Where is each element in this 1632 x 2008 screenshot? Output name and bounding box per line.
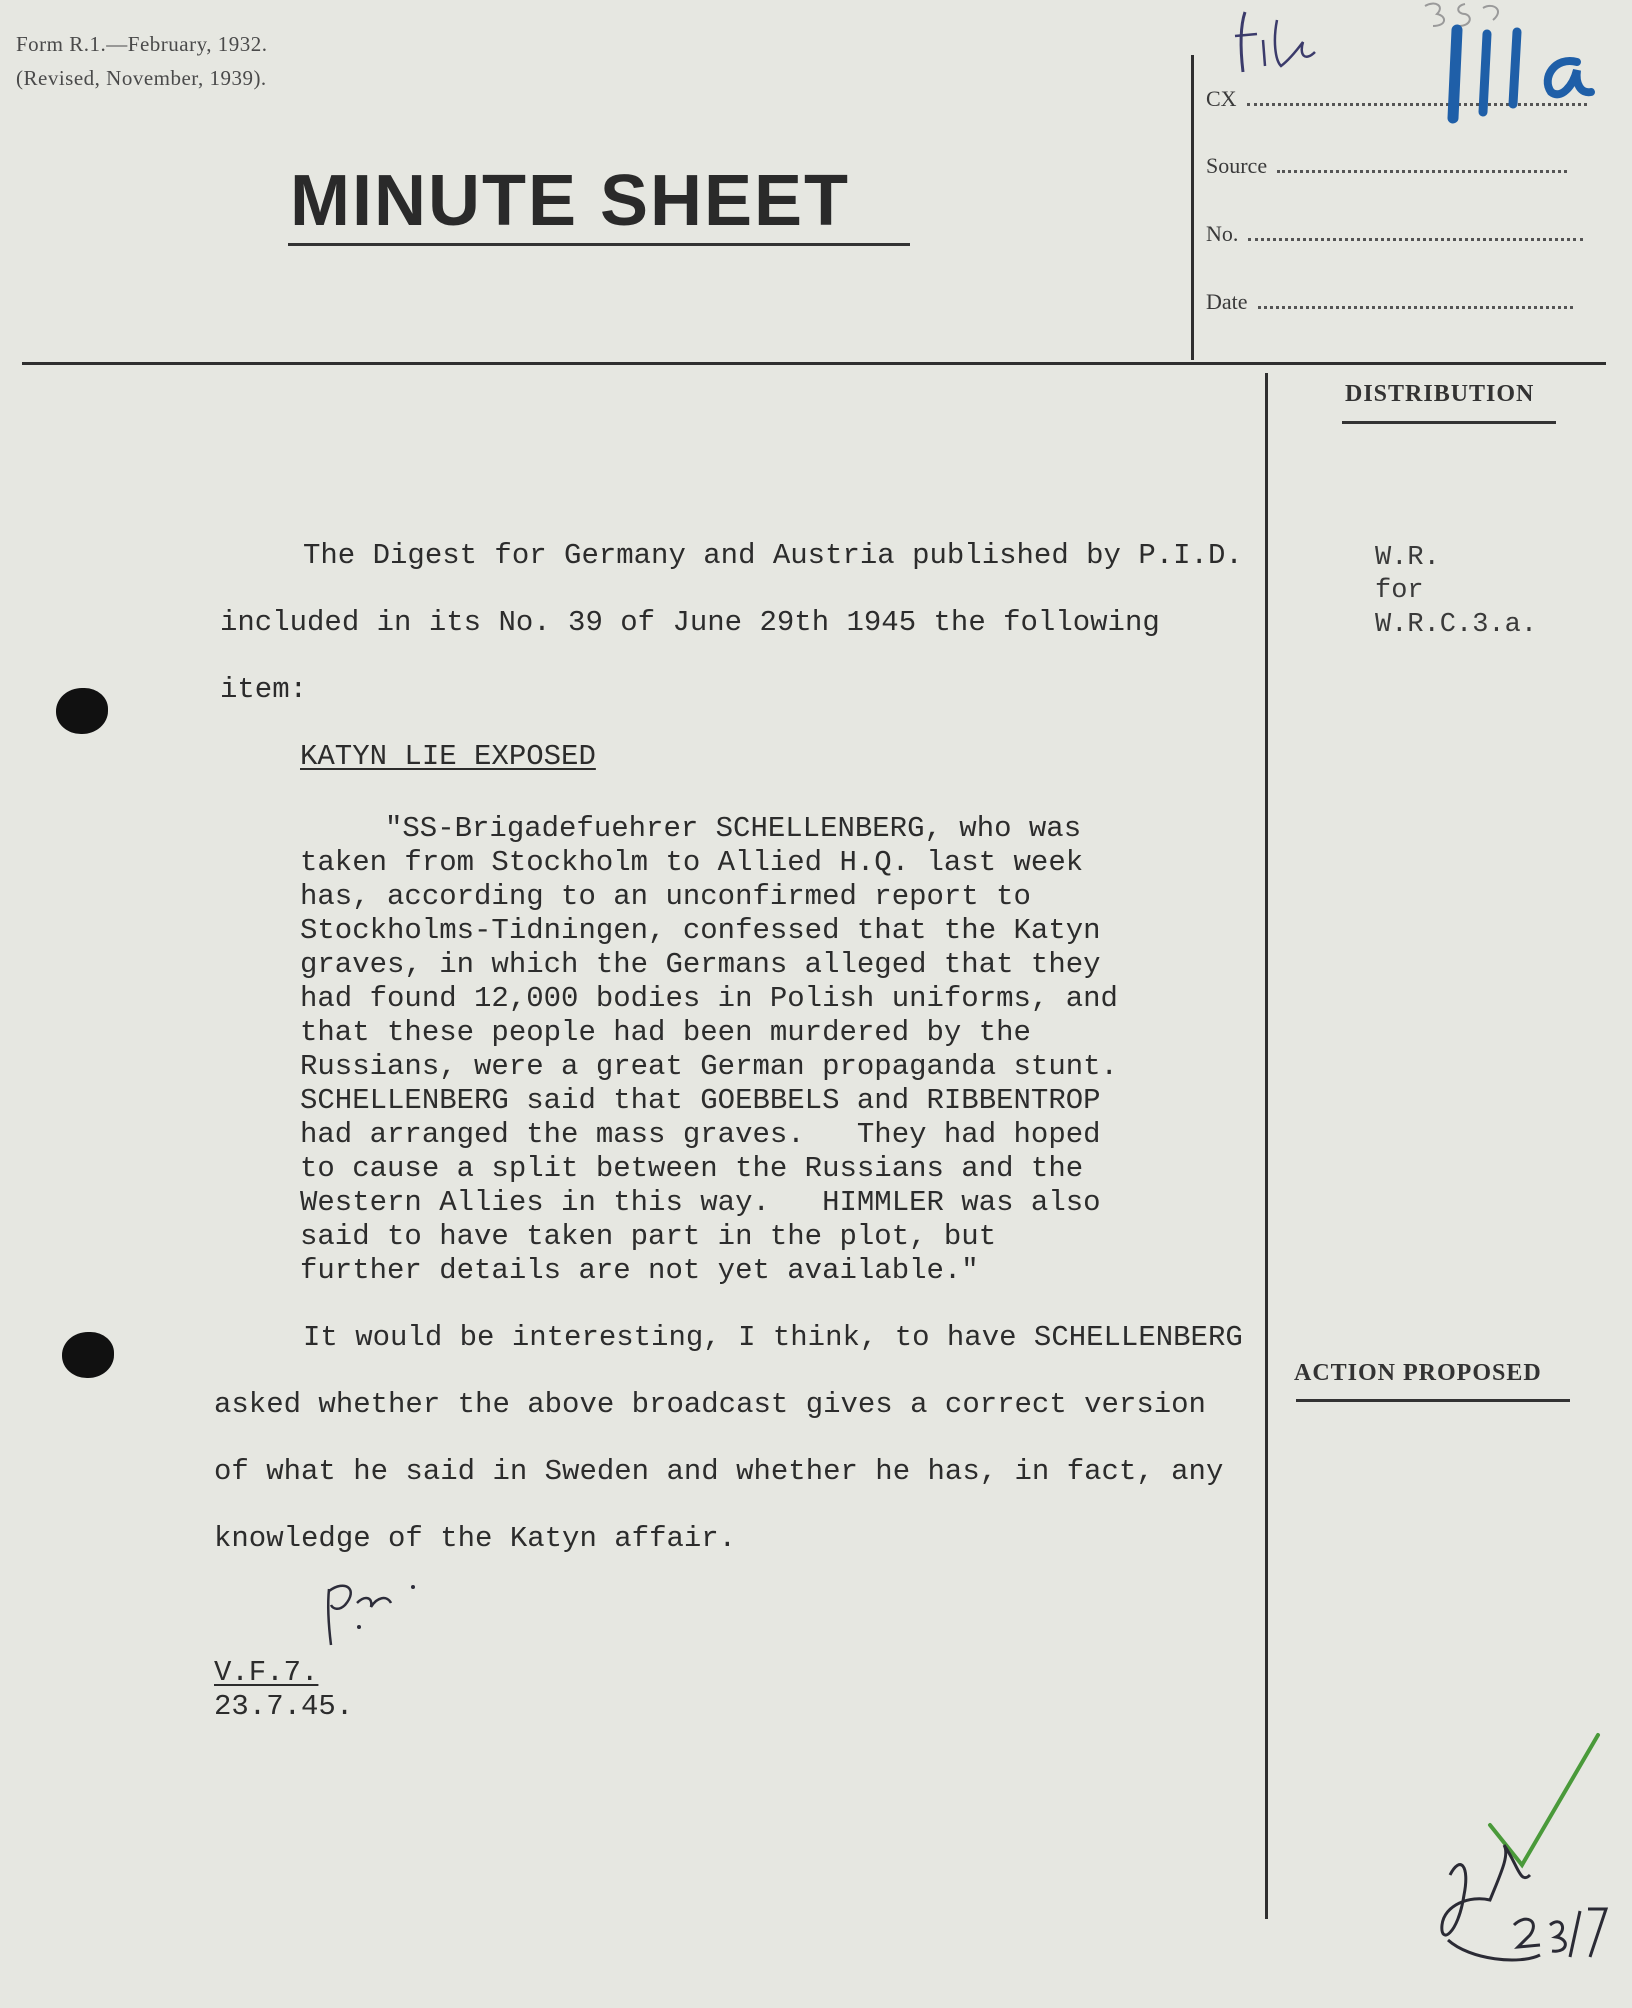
signoff-reference: V.F.7.	[214, 1656, 319, 1689]
number-dotted-line	[1248, 236, 1583, 241]
date-dotted-line	[1258, 304, 1573, 309]
distribution-heading-underline	[1342, 421, 1556, 424]
date-field	[1206, 289, 1573, 315]
page-title: MINUTE SHEET	[290, 161, 851, 241]
body-para2-line-2: asked whether the above broadcast gives a correct version	[214, 1388, 1206, 1421]
punch-hole-lower	[62, 1332, 114, 1378]
punch-hole-upper	[56, 688, 108, 734]
signoff-date: 23.7.45.	[214, 1690, 354, 1723]
quote-line-1: "SS-Brigadefuehrer SCHELLENBERG, who was	[385, 812, 1082, 845]
quote-line-2: taken from Stockholm to Allied H.Q. last week	[300, 846, 1084, 879]
distribution-heading: DISTRIBUTION	[1345, 381, 1535, 407]
action-proposed-heading: ACTION PROPOSED	[1294, 1360, 1542, 1386]
number-label: No.	[1206, 221, 1239, 246]
form-reference-line-1: Form R.1.—February, 1932.	[16, 32, 268, 56]
quote-heading: KATYN LIE EXPOSED	[300, 740, 596, 773]
body-para2-line-3: of what he said in Sweden and whether he has, in fact, any	[214, 1455, 1224, 1488]
number-field	[1206, 221, 1583, 247]
quote-line-11: to cause a split between the Russians and the	[300, 1152, 1084, 1185]
quote-line-12: Western Allies in this way. HIMMLER was also	[300, 1186, 1101, 1219]
body-para2-line-4: knowledge of the Katyn affair.	[214, 1522, 737, 1555]
source-label: Source	[1206, 153, 1268, 178]
action-proposed-underline	[1296, 1399, 1570, 1402]
source-field	[1206, 153, 1567, 179]
header-divider	[22, 362, 1606, 365]
body-para1-line-1: The Digest for Germany and Austria published by P.I.D.	[303, 539, 1243, 572]
quote-line-6: had found 12,000 bodies in Polish uniforms, and	[300, 982, 1118, 1015]
form-reference-line-2: (Revised, November, 1939).	[16, 66, 267, 90]
quote-line-10: had arranged the mass graves. They had hoped	[300, 1118, 1101, 1151]
reference-box-divider	[1191, 55, 1194, 360]
handwritten-reference-annotation	[1225, 0, 1625, 135]
distribution-line-3: W.R.C.3.a.	[1375, 610, 1538, 640]
quote-line-9: SCHELLENBERG said that GOEBBELS and RIBBENTROP	[300, 1084, 1101, 1117]
quote-line-4: Stockholms-Tidningen, confessed that the Katyn	[300, 914, 1101, 947]
title-underline	[288, 243, 910, 246]
handwritten-initials	[315, 1575, 425, 1650]
check-mark-icon	[1430, 1725, 1620, 1985]
quote-line-7: that these people had been murdered by the	[300, 1016, 1031, 1049]
body-para2-line-1: It would be interesting, I think, to have SCHELLENBERG	[303, 1321, 1243, 1354]
quote-line-3: has, according to an unconfirmed report to	[300, 880, 1031, 913]
body-para1-line-3: item:	[220, 673, 308, 706]
quote-line-8: Russians, were a great German propaganda stunt.	[300, 1050, 1118, 1083]
distribution-line-1: W.R.	[1375, 543, 1440, 573]
distribution-column-divider	[1265, 373, 1268, 1919]
date-label: Date	[1206, 289, 1248, 314]
quote-line-13: said to have taken part in the plot, but	[300, 1220, 997, 1253]
cx-label: CX	[1206, 86, 1237, 111]
quote-line-14: further details are not yet available."	[300, 1254, 979, 1287]
body-para1-line-2: included in its No. 39 of June 29th 1945 the following	[220, 606, 1160, 639]
distribution-line-2: for	[1375, 576, 1424, 606]
source-dotted-line	[1277, 168, 1567, 173]
quote-line-5: graves, in which the Germans alleged that they	[300, 948, 1101, 981]
